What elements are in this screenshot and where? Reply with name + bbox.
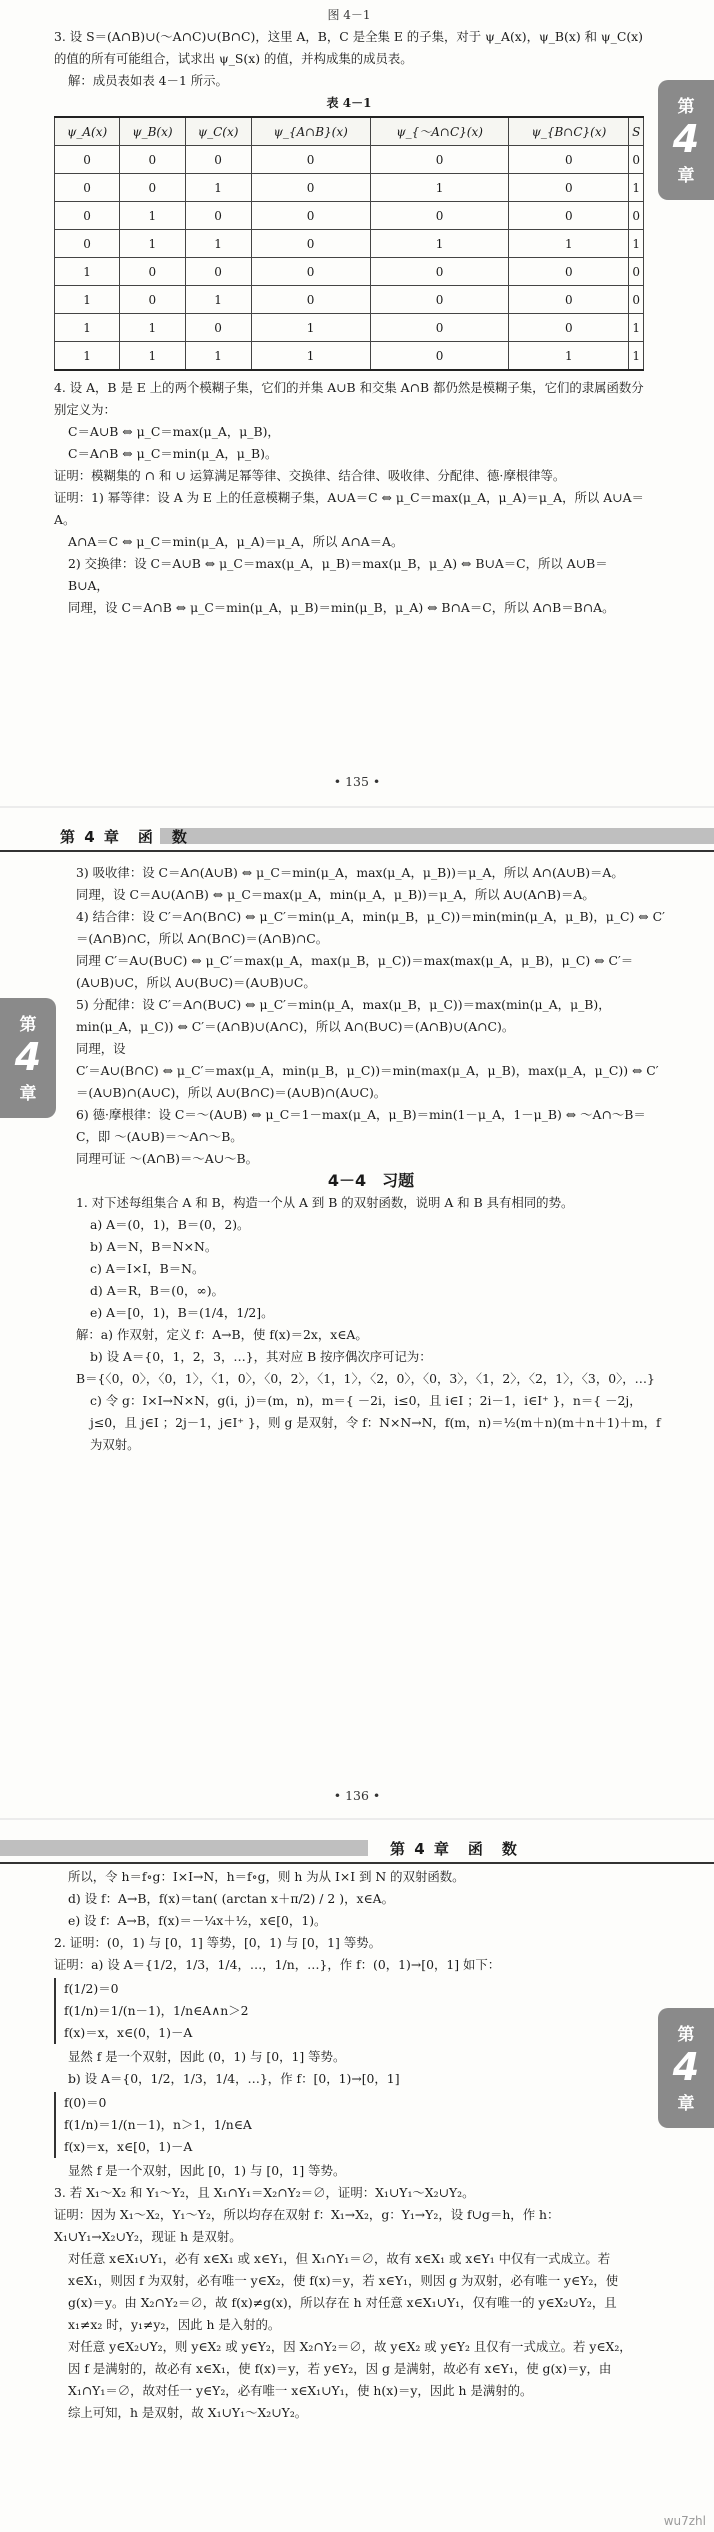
piecewise-b-1: f(0)＝0 [64,2095,107,2110]
exercise-1e: e) A＝[0，1)，B＝(1/4，1/2]。 [90,1305,274,1320]
absorption-proof-2: 同理，设 C＝A∪(A∩B) ⇔ μ_C＝max(μ_A，min(μ_A，μ_B))＝μ_A，所以 A∪(A∩B)＝A。 [76,887,595,902]
exercise-2: 2. 证明：(0，1) 与 [0，1] 等势，[0，1) 与 [0，1] 等势。 [54,1935,381,1950]
piecewise-b-3: f(x)＝x，x∈[0，1)－A [64,2139,193,2154]
header-label [390,1838,519,1859]
piecewise-a-3: f(x)＝x，x∈(0，1)－A [64,2025,193,2040]
table-cell: 0 [120,146,185,174]
intersection-definition: C＝A∩B ⇔ μ_C＝min(μ_A，μ_B)。 [68,446,278,461]
proof-2a-conclusion: 显然 f 是一个双射，因此 (0，1) 与 [0，1] 等势。 [68,2049,346,2064]
problem-4-text: 4. 设 A，B 是 E 上的两个模糊子集，它们的并集 A∪B 和交集 A∩B 都仍然是模糊子集，它们的隶属函数分别定义为： [54,380,644,417]
table-cell: 1 [120,314,185,342]
chapter-tab-label: 第 [677,2025,695,2045]
table-cell: 1 [509,342,629,371]
exercise-1d: d) A＝R，B＝(0，∞)。 [90,1283,224,1298]
table-cell: 0 [509,174,629,202]
page-137-body [54,1866,644,2424]
de-morgan-proof-2: 同理可证 ～(A∩B)＝～A∪～B。 [76,1151,258,1166]
exercise-1: 1. 对下述每组集合 A 和 B，构造一个从 A 到 B 的双射函数，说明 A 和 B 具有相同的势。 [76,1195,574,1210]
distributive-proof: 5) 分配律：设 C′＝A∩(B∪C) ⇔ μ_C′＝min(μ_A，max(μ_B，μ_C))＝max(min(μ_A，μ_B)，min(μ_A，μ_C)) ⇔ C′＝(A∩B)∪(A∩C)，所以 A∩(B∪C)＝(A∩B)∪(A∩C)。 [76,997,611,1034]
table-cell: 1 [185,174,251,202]
problem-3-text: 3. 设 S＝(A∩B)∪(～A∩C)∪(B∩C)，这里 A，B，C 是全集 E 的子集，对于 ψ_A(x)，ψ_B(x) 和 ψ_C(x) 的值的所有可能组合，试求出 ψ_S(x) 的值，并构成集的成员表。 [54,29,643,66]
chapter-tab-suffix: 章 [677,2094,695,2114]
table-cell: 0 [251,146,370,174]
table-cell: 1 [629,314,644,342]
table-cell: 0 [251,202,370,230]
table-cell: 0 [251,174,370,202]
chapter-tab-number: 4 [672,2045,700,2089]
table-cell: 0 [185,314,251,342]
table-cell: 0 [251,286,370,314]
table-cell: 0 [509,286,629,314]
commutative-proof: 2) 交换律：设 C＝A∪B ⇔ μ_C＝max(μ_A，μ_B)＝max(μ_B，μ_A) ⇔ B∪A＝C，所以 A∪B＝B∪A， [68,556,608,593]
piecewise-a-2: f(1/n)＝1/(n－1)，1/n∈A∧n＞2 [64,2003,249,2018]
table-cell: 1 [120,202,185,230]
piecewise-b [54,2092,644,2158]
table-body [55,146,644,371]
header-bar [0,1840,368,1856]
membership-table [54,116,644,371]
table-cell: 1 [370,230,509,258]
chapter-tab [658,80,714,200]
union-definition: C＝A∪B ⇔ μ_C＝max(μ_A，μ_B)， [68,424,280,439]
table-cell: 0 [185,258,251,286]
table-row [55,230,644,258]
table-cell: 0 [55,230,120,258]
chapter-tab-suffix: 章 [677,166,695,186]
solution-d: d) 设 f：A→B，f(x)＝tan( (arctan x＋π/2) / 2 )，x∈A。 [68,1891,394,1906]
chapter-tab [658,2008,714,2128]
table-header-cell: ψ_{B∩C}(x) [509,117,629,146]
table-cell: 0 [370,314,509,342]
table-cell: 1 [55,286,120,314]
exercise-1a: a) A＝(0，1)，B＝(0，2)。 [90,1217,250,1232]
table-cell: 0 [370,258,509,286]
figure-caption: 图 4－1 [327,8,371,22]
chapter-tab-label: 第 [677,97,695,117]
chapter-tab-label: 第 [19,1015,37,1035]
table-cell: 0 [509,202,629,230]
table-cell: 0 [120,258,185,286]
de-morgan-proof: 6) 德·摩根律：设 C＝～(A∪B) ⇔ μ_C＝1－max(μ_A，μ_B)＝min(1－μ_A，1－μ_B) ⇔ ～A∩～B＝C，即 ～(A∪B)＝～A∩～B。 [76,1107,646,1144]
proof-2b: b) 设 A＝{0，1/2，1/3，1/4，…}，作 f：[0，1)→[0，1] [68,2071,400,2086]
piecewise-b-2: f(1/n)＝1/(n－1)，n＞1，1/n∈A [64,2117,252,2132]
table-cell: 0 [370,286,509,314]
absorption-proof: 3) 吸收律：设 C＝A∩(A∪B) ⇔ μ_C＝min(μ_A，max(μ_A，μ_B))＝μ_A，所以 A∩(A∪B)＝A。 [76,865,624,880]
associative-proof: 4) 结合律：设 C′＝A∩(B∩C) ⇔ μ_C′＝min(μ_A，min(μ_B，μ_C))＝min(min(μ_A，μ_B)，μ_C) ⇔ C′＝(A∩B)∩C，所以 A∩(B∩C)＝(A∩B)∩C。 [76,909,665,946]
header-label [60,826,189,847]
table-header-cell: ψ_A(x) [55,117,120,146]
proof-2a: 证明：a) 设 A＝{1/2，1/3，1/4，…，1/n，…}，作 f：(0，1)→[0，1] 如下： [54,1957,501,1972]
solution-b: b) 设 A＝{0，1，2，3，…}，其对应 B 按序偶次序可记为： [90,1349,432,1364]
table-row [55,286,644,314]
table-cell: 1 [629,174,644,202]
table-cell: 1 [185,342,251,371]
table-cell: 0 [55,146,120,174]
piecewise-a-1: f(1/2)＝0 [64,1981,119,1996]
table-cell: 0 [629,202,644,230]
chapter-tab-suffix: 章 [19,1084,37,1104]
exercise-3: 3. 若 X₁～X₂ 和 Y₁～Y₂，且 X₁∩Y₁＝X₂∩Y₂＝∅，证明：X₁∪Y₁～X₂∪Y₂。 [54,2185,475,2200]
table-cell: 0 [185,202,251,230]
table-cell: 0 [120,174,185,202]
table-header-cell: ψ_{A∩B}(x) [251,117,370,146]
table-cell: 1 [370,174,509,202]
table-cell: 0 [370,342,509,371]
idempotent-proof: 证明：1) 幂等律：设 A 为 E 上的任意模糊子集，A∪A＝C ⇔ μ_C＝max(μ_A，μ_A)＝μ_A，所以 A∪A＝A。 [54,490,644,527]
table-caption: 表 4－1 [326,96,372,110]
table-row [55,258,644,286]
table-row [55,314,644,342]
page-number: • 136 • [333,1788,381,1803]
page-135-body [54,4,644,619]
table-cell: 1 [509,230,629,258]
solution-a: 解：a) 作双射，定义 f：A→B，使 f(x)＝2x，x∈A。 [76,1327,368,1342]
table-cell: 1 [185,230,251,258]
page-135 [0,0,714,808]
header-bar [160,828,714,844]
table-cell: 1 [629,342,644,371]
table-header-row [55,117,644,146]
solution-b-set: B＝{〈0，0〉，〈0，1〉，〈1，0〉，〈0，2〉，〈1，1〉，〈2，0〉，〈0，3〉，〈1，2〉，〈2，1〉，〈3，0〉，…} [76,1371,655,1386]
table-cell: 0 [370,202,509,230]
table-cell: 0 [509,314,629,342]
composition-line: 所以，令 h＝f∘g：I×I→N，h＝f∘g，则 h 为从 I×I 到 N 的双射函数。 [68,1869,465,1884]
proof-3-surjective: 对任意 y∈X₂∪Y₂，则 y∈X₂ 或 y∈Y₂，因 X₂∩Y₂＝∅，故 y∈X₂ 或 y∈Y₂ 且仅有一式成立。若 y∈X₂，因 f 是满射的，故必有 x∈X₁，使 f(x)＝y，若 y∈Y₂，因 g 是满射，故必有 x∈Y₁，使 g(x)＝y，由 X₁∩Y₁＝∅，故对任一 y∈Y₂，必有唯一 x∈X₁∪Y₁，使 h(x)＝y，因此 h 是满射的。 [68,2339,632,2398]
page-136-body [76,862,666,1456]
table-cell: 1 [629,230,644,258]
table-cell: 0 [251,258,370,286]
table-row [55,202,644,230]
proof-3-conclusion: 综上可知，h 是双射，故 X₁∪Y₁～X₂∪Y₂。 [68,2405,308,2420]
table-cell: 0 [185,146,251,174]
solution-e: e) 设 f：A→B，f(x)＝－¼x＋½，x∈[0，1)。 [68,1913,327,1928]
associative-proof-2: 同理 C′＝A∪(B∪C) ⇔ μ_C′＝max(μ_A，max(μ_B，μ_C))＝max(max(μ_A，μ_B)，μ_C) ⇔ C′＝(A∪B)∪C，所以 A∪(B∪C)＝(A∪B)∪C。 [76,953,634,990]
distributive-proof-2: C′＝A∪(B∩C) ⇔ μ_C′＝max(μ_A，min(μ_B，μ_C))＝min(max(μ_A，μ_B)，max(μ_A，μ_C)) ⇔ C′＝(A∪B)∩(A∪C)，所以 A∪(B∩C)＝(A∪B)∩(A∪C)。 [76,1063,659,1100]
prove-statement: 证明：模糊集的 ∩ 和 ∪ 运算满足幂等律、交换律、结合律、吸收律、分配律、德·摩根律等。 [54,468,566,483]
table-cell: 0 [509,258,629,286]
idempotent-proof-2: A∩A＝C ⇔ μ_C＝min(μ_A，μ_A)＝μ_A，所以 A∩A＝A。 [68,534,404,549]
table-cell: 1 [251,342,370,371]
piecewise-a [54,1978,644,2044]
header-title: 函 数 [137,828,189,846]
table-cell: 1 [185,286,251,314]
table-cell: 0 [370,146,509,174]
page-137 [0,1820,714,2532]
commutative-proof-2: 同理，设 C＝A∩B ⇔ μ_C＝min(μ_A，μ_B)＝min(μ_B，μ_A) ⇔ B∩A＝C，所以 A∩B＝B∩A。 [68,600,615,615]
table-cell: 0 [629,258,644,286]
header-chapter: 第 4 章 [60,828,121,846]
table-cell: 1 [120,342,185,371]
table-cell: 0 [55,202,120,230]
table-cell: 1 [251,314,370,342]
problem-3-answer: 解：成员表如表 4－1 所示。 [68,73,228,88]
table-cell: 1 [120,230,185,258]
table-cell: 0 [120,286,185,314]
table-row [55,342,644,371]
proof-3-injective: 对任意 x∈X₁∪Y₁，必有 x∈X₁ 或 x∈Y₁，但 X₁∩Y₁＝∅，故有 x∈X₁ 或 x∈Y₁ 中仅有一式成立。若 x∈X₁，则因 f 为双射，必有唯一 y∈X₂，使 f(x)＝y，若 x∈Y₁，则因 g 为双射，必有唯一 y∈Y₂，使 g(x)＝y。由 X₂∩Y₂＝∅，故 f(x)≠g(x)，所以存在 h 对任意 x∈X₁∪Y₁，仅有唯一的 y∈X₂∪Y₂，且 x₁≠x₂ 时，y₁≠y₂，因此 h 是入射的。 [68,2251,619,2332]
table-row [55,146,644,174]
table-header-cell: ψ_C(x) [185,117,251,146]
watermark: wu7zhl [663,2514,706,2528]
header-title: 函 数 [467,1840,519,1858]
table-cell: 0 [251,230,370,258]
proof-3: 证明：因为 X₁～X₂，Y₁～Y₂，所以均存在双射 f：X₁→X₂，g：Y₁→Y₂，设 f∪g＝h，作 h：X₁∪Y₁→X₂∪Y₂，现证 h 是双射。 [54,2207,560,2244]
page-136 [0,808,714,1820]
table-row [55,174,644,202]
table-cell: 1 [55,342,120,371]
table-header-cell: ψ_B(x) [120,117,185,146]
section-title: 4－4 习题 [327,1171,415,1190]
header-chapter: 第 4 章 [390,1840,451,1858]
table-header-cell: S [629,117,644,146]
running-header [0,1834,714,1864]
solution-c: c) 令 g：I×I→N×N，g(i，j)＝(m，n)，m＝{ －2i，i≤0，且 i∈I ；2i－1，i∈I⁺ }，n＝{ －2j，j≤0，且 j∈I ；2j－1，j∈I⁺ }，则 g 是双射，令 f：N×N→N，f(m，n)＝½(m＋n)(m＋n＋1)＋m，f 为双射。 [90,1393,661,1452]
table-cell: 0 [55,174,120,202]
chapter-tab-number: 4 [14,1035,42,1079]
table-cell: 0 [509,146,629,174]
proof-2b-conclusion: 显然 f 是一个双射，因此 [0，1) 与 [0，1] 等势。 [68,2163,346,2178]
exercise-1c: c) A＝I×I，B＝N。 [90,1261,205,1276]
table-cell: 0 [629,286,644,314]
chapter-tab-number: 4 [672,117,700,161]
chapter-tab [0,998,56,1118]
table-cell: 0 [629,146,644,174]
table-header-cell: ψ_{～A∩C}(x) [370,117,509,146]
table-cell: 1 [55,258,120,286]
exercise-1b: b) A＝N，B＝N×N。 [90,1239,218,1254]
page-number: • 135 • [333,774,381,789]
distributive-same: 同理，设 [76,1041,126,1056]
table-cell: 1 [55,314,120,342]
running-header [0,822,714,852]
